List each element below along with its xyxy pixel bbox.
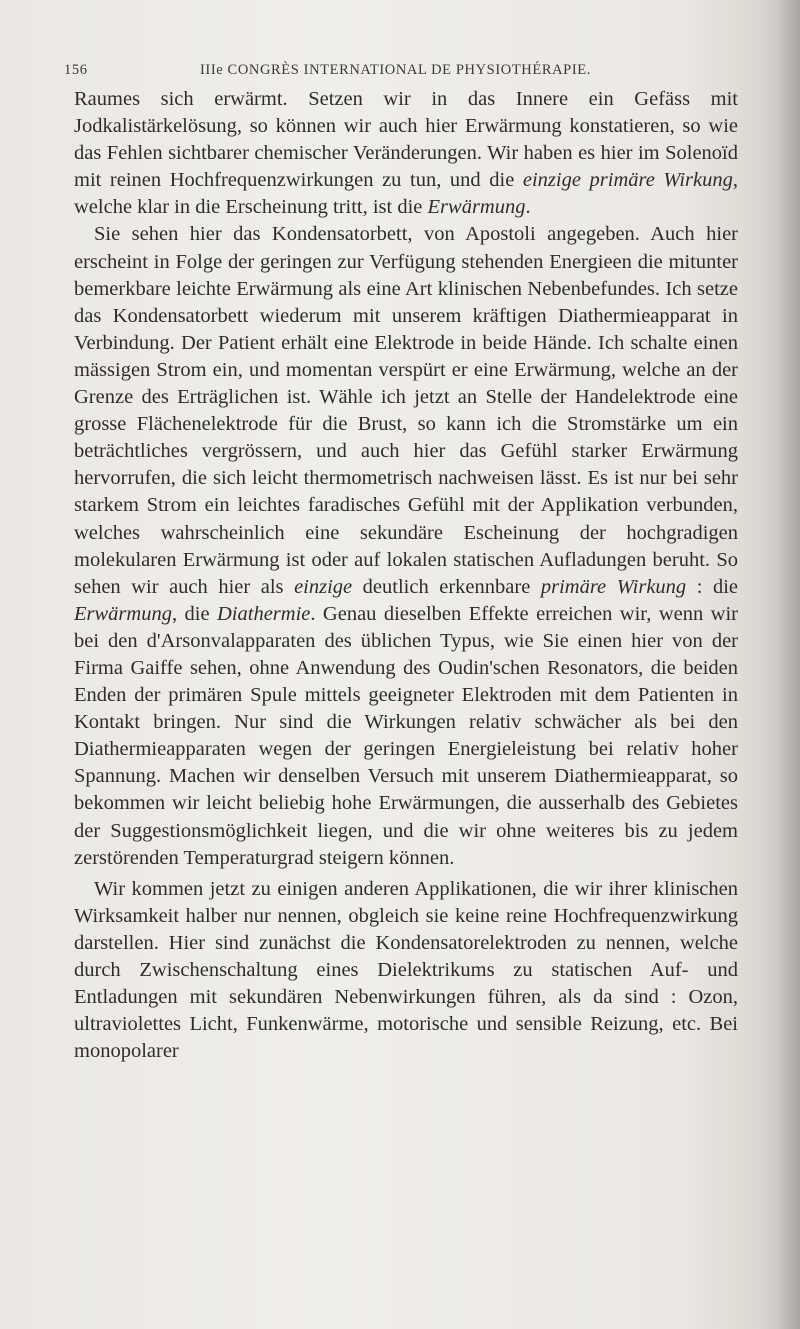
emphasis-erwaermung-2: Erwärmung xyxy=(74,602,172,625)
emphasis-einzige-primaere-wirkung: einzige primäre Wirkung xyxy=(522,169,733,192)
paragraph-1-text-a: Raumes sich erwärmt. Setzen wir in das Innere ein Gefäss mit Jodkalistärkelösung, so können wir auch hier Erwärmung konstatieren, so wie das Fehlen sichtbarer chemischer Veränderungen. Wir haben es hier im Solenoïd mit reinen Hochfrequenzwirkungen zu tun, und die xyxy=(74,88,738,192)
paragraph-2-text-a: Sie sehen hier das Kondensatorbett, von Apostoli angegeben. Auch hier erscheint in Folge der geringen zur Verfügung stehenden Energieen die mitunter bemerkbare leichte Erwärmung als eine Art klinischen Nebenbefundes. Ich setze das Kondensatorbett wiederum mit unserem kräftigen Diathermieapparat in Verbindung. Der Patient erhält eine Elektrode in beide Hände. Ich schalte einen mässigen Strom ein, und momentan verspürt er eine Erwärmung, welche an der Grenze des Erträglichen ist. Wähle ich jetzt an Stelle der Handelektrode eine grosse Flächenelektrode für die Brust, so kann ich die Stromstärke um ein beträchtliches vergrössern, und auch hier das Gefühl starker Erwärmung hervorrufen, die sich leicht thermometrisch nachweisen lässt. Es ist nur bei sehr starkem Strom ein leichtes faradisches Gefühl mit der Applikation verbunden, welches wahrscheinlich eine sekundäre Escheinung der hochgradigen molekularen Erwärmung ist oder auf lokalen statischen Aufladungen beruht. So sehen wir auch hier als xyxy=(74,223,738,598)
spine-shadow xyxy=(760,0,800,1329)
paragraph-1-text-b: , welche klar in die Erscheinung tritt, ist die xyxy=(74,169,738,219)
paragraph-2-text-b: deutlich erkennbare xyxy=(352,575,541,598)
paragraph-1-text-c: . xyxy=(525,196,531,219)
paragraph-2-text-e: . Genau dieselben Effekte erreichen wir, wenn wir bei den d'Arsonvalapparaten des üblichen Typus, wie Sie einen hier von der Firma Gaiffe sehen, ohne Anwendung des Oudin'schen Resonators, die beiden Enden der primären Spule mittels geeigneter Elektroden mit dem Patienten in Kontakt bringen. Nur sind die Wirkungen relativ schwächer als bei den Diathermieapparaten wegen der geringen Energieleistung bei relativ hoher Spannung. Machen wir denselben Versuch mit unserem Diathermieapparat, so bekommen wir leicht beliebig hohe Erwärmungen, die ausserhalb des Gebietes der Suggestionsmöglichkeit liegen, und die wir ohne weiteres bis zu jedem zerstörenden Temperaturgrad steigern können. xyxy=(74,602,738,869)
paragraph-2-text-c: : die xyxy=(686,575,738,598)
emphasis-einzige: einzige xyxy=(294,575,353,598)
page-number: 156 xyxy=(64,62,88,78)
body-text xyxy=(74,86,738,1065)
paragraph-2-text-d: , die xyxy=(171,602,217,625)
running-head xyxy=(64,62,724,84)
running-title: IIIe CONGRÈS INTERNATIONAL DE PHYSIOTHÉRAPIE. xyxy=(200,62,591,78)
paragraph-3 xyxy=(74,876,738,1066)
paragraph-1 xyxy=(74,86,738,221)
paragraph-2 xyxy=(74,221,738,871)
emphasis-erwaermung: Erwärmung xyxy=(427,196,526,219)
emphasis-diathermie: Diathermie xyxy=(217,602,311,625)
paragraph-3-text: Wir kommen jetzt zu einigen anderen Applikationen, die wir ihrer klinischen Wirksamkeit halber nur nennen, obgleich sie keine reine Hochfrequenzwirkung darstellen. Hier sind zunächst die Kondensatorelektroden zu nennen, welche durch Zwischenschaltung eines Dielektrikums zu statischen Auf- und Entladungen mit sekundären Nebenwirkungen führen, als da sind : Ozon, ultraviolettes Licht, Funkenwärme, motorische und sensible Reizung, etc. Bei monopolarer xyxy=(74,877,738,1063)
emphasis-primaere-wirkung: primäre Wirkung xyxy=(540,575,687,598)
